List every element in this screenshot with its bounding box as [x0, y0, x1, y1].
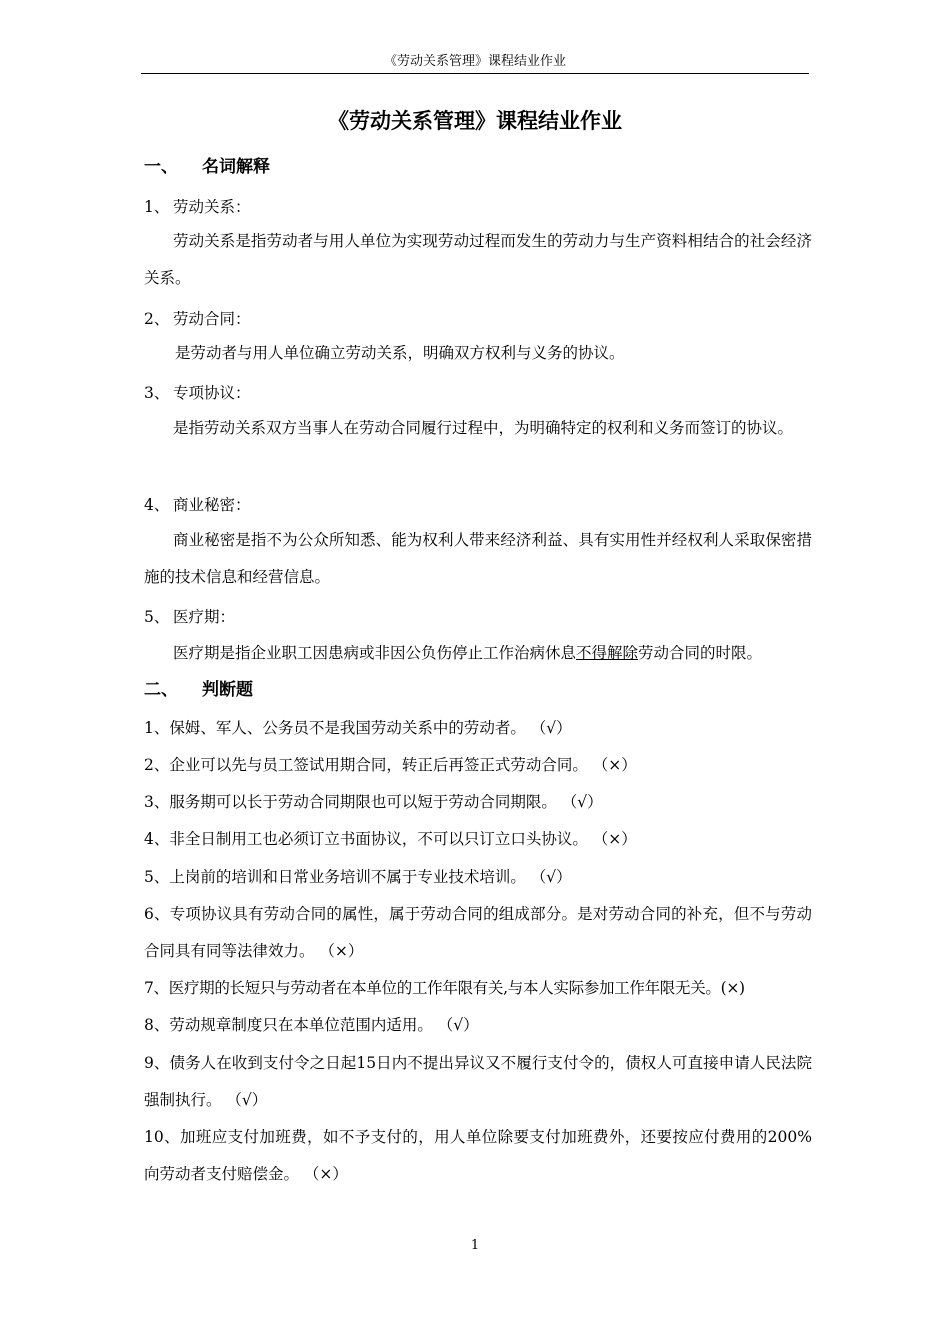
- term-definition-2: 是劳动者与用人单位确立劳动关系，明确双方权利与义务的协议。: [175, 344, 625, 362]
- definition-text: 医疗期是指企业职工因患病或非因公负伤停止工作治病休息: [173, 644, 577, 662]
- underlined-text: 不得解除: [576, 644, 639, 662]
- section-number: 二、: [144, 680, 178, 700]
- page-header: 《劳动关系管理》课程结业作业: [141, 52, 809, 74]
- judgment-item-8: 8、劳动规章制度只在本单位范围内适用。 （√）: [144, 1016, 479, 1034]
- term-number: 2、: [144, 310, 170, 328]
- judgment-item-3: 3、服务期可以长于劳动合同期限也可以短于劳动合同期限。 （√）: [144, 793, 603, 811]
- term-heading-4: [144, 495, 812, 515]
- term-name: 医疗期：: [173, 608, 236, 626]
- term-heading-2: [144, 309, 812, 329]
- term-definition-5: [144, 635, 812, 672]
- term-number: 5、: [144, 608, 170, 626]
- section-heading-terms: [144, 156, 270, 178]
- judgment-item-2: 2、企业可以先与员工签试用期合同，转正后再签正式劳动合同。 （×）: [144, 756, 637, 774]
- judgment-item-5: 5、上岗前的培训和日常业务培训不属于专业技术培训。 （√）: [144, 868, 572, 886]
- judgment-item-7: 7、医疗期的长短只与劳动者在本单位的工作年限有关,与本人实际参加工作年限无关。(×): [144, 979, 745, 997]
- definition-text: 劳动合同的时限。: [638, 644, 763, 662]
- term-number: 1、: [144, 198, 170, 216]
- section-label: 判断题: [202, 680, 253, 700]
- section-label: 名词解释: [202, 157, 270, 177]
- term-name: 劳动合同：: [173, 310, 251, 328]
- term-name: 专项协议：: [173, 384, 251, 402]
- page-number: 1: [470, 1238, 480, 1253]
- term-heading-3: [144, 383, 812, 403]
- judgment-item-6: 6、专项协议具有劳动合同的属性，属于劳动合同的组成部分。是对劳动合同的补充，但不与劳动合同具有同等法律效力。 （×）: [144, 905, 812, 960]
- judgment-item-1: 1、保姆、军人、公务员不是我国劳动关系中的劳动者。 （√）: [144, 719, 572, 737]
- judgment-item-9: 9、债务人在收到支付令之日起15日内不提出异议又不履行支付令的，债权人可直接申请人民法院强制执行。 （√）: [144, 1054, 812, 1109]
- judgment-item-4: 4、非全日制用工也必须订立书面协议，不可以只订立口头协议。 （×）: [144, 830, 637, 848]
- section-number: 一、: [144, 157, 178, 177]
- term-name: 劳动关系：: [173, 198, 251, 216]
- term-number: 3、: [144, 384, 170, 402]
- term-heading-1: [144, 197, 812, 217]
- term-heading-5: [144, 607, 812, 627]
- term-definition-4: 商业秘密是指不为公众所知悉、能为权利人带来经济利益、具有实用性并经权利人采取保密措施的技术信息和经营信息。: [144, 531, 812, 586]
- document-title: 《劳动关系管理》课程结业作业: [328, 109, 622, 133]
- term-number: 4、: [144, 496, 170, 514]
- section-heading-judgments: [144, 679, 253, 701]
- judgment-item-10: 10、加班应支付加班费，如不予支付的，用人单位除要支付加班费外，还要按应付费用的200%向劳动者支付赔偿金。 （×）: [144, 1128, 812, 1183]
- term-name: 商业秘密：: [173, 496, 251, 514]
- term-definition-1: 劳动关系是指劳动者与用人单位为实现劳动过程而发生的劳动力与生产资料相结合的社会经济关系。: [144, 232, 812, 287]
- term-definition-3: 是指劳动关系双方当事人在劳动合同履行过程中，为明确特定的权利和义务而签订的协议。: [173, 419, 794, 437]
